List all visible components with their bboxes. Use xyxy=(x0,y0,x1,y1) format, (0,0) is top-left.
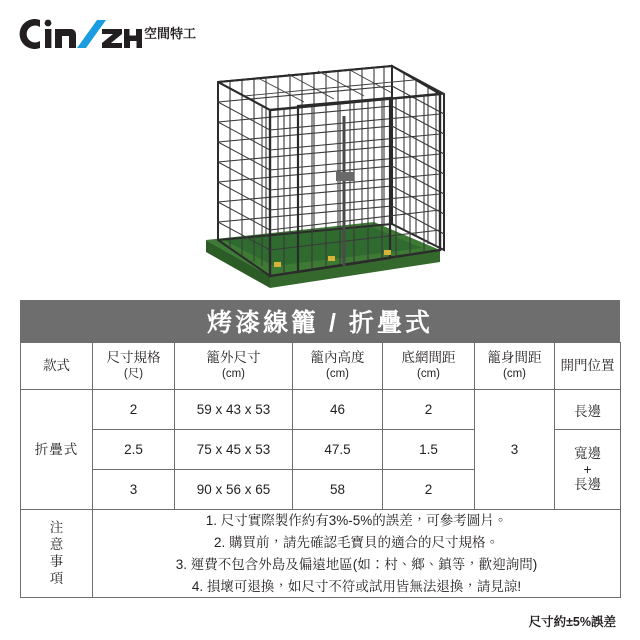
notes-row xyxy=(21,510,621,598)
header-inner-height: 籠內高度 (cm) xyxy=(293,343,383,390)
cell-inner-height: 58 xyxy=(293,470,383,510)
header-style: 款式 xyxy=(21,343,93,390)
note-item: 1. 尺寸實際製作約有3%-5%的誤差，可參考圖片。 xyxy=(205,513,508,528)
cage-clip-icon xyxy=(274,262,281,267)
notes-body xyxy=(93,510,621,598)
page-title: 烤漆線籠 / 折疊式 xyxy=(207,309,433,337)
product-photo xyxy=(0,46,640,296)
brand-chinese-name xyxy=(144,27,196,40)
cell-bottom-gap: 2 xyxy=(383,390,475,430)
cell-outer-size: 59 x 43 x 53 xyxy=(175,390,293,430)
row-style-label: 折疊式 xyxy=(21,390,93,510)
header-bottom-gap: 底網間距 (cm) xyxy=(383,343,475,390)
notes-label: 注 意 事 項 xyxy=(21,510,93,598)
cell-inner-height: 46 xyxy=(293,390,383,430)
tolerance-note: 尺寸約±5%誤差 xyxy=(528,615,616,629)
spec-table xyxy=(20,342,621,598)
header-outer-size: 籠外尺寸 (cm) xyxy=(175,343,293,390)
cell-size: 2.5 xyxy=(93,430,175,470)
cell-outer-size: 90 x 56 x 65 xyxy=(175,470,293,510)
header-door-position: 開門位置 xyxy=(555,343,621,390)
cage-clip-icon xyxy=(328,256,335,261)
header-body-gap: 籠身間距 (cm) xyxy=(475,343,555,390)
table-row xyxy=(21,390,621,430)
table-header-row xyxy=(21,343,621,390)
cell-door-position-merged: 寬邊 + 長邊 xyxy=(555,430,621,510)
header-size-spec: 尺寸規格 (尺) xyxy=(93,343,175,390)
cell-body-gap-merged: 3 xyxy=(475,390,555,510)
cell-size: 2 xyxy=(93,390,175,430)
cage-latch-handle-icon xyxy=(336,172,354,181)
folding-wire-cage-icon xyxy=(178,54,468,294)
section-title-bar xyxy=(20,300,620,342)
cell-bottom-gap: 1.5 xyxy=(383,430,475,470)
cell-size: 3 xyxy=(93,470,175,510)
cage-clip-icon xyxy=(384,250,391,255)
cell-inner-height: 47.5 xyxy=(293,430,383,470)
cell-door-position: 長邊 xyxy=(555,390,621,430)
note-item: 4. 損壞可退換，如尺寸不符或試用皆無法退換，請見諒! xyxy=(191,578,522,594)
note-item: 2. 購買前，請先確認毛寶貝的適合的尺寸規格。 xyxy=(213,534,499,550)
cell-outer-size: 75 x 45 x 53 xyxy=(175,430,293,470)
cell-bottom-gap: 2 xyxy=(383,470,475,510)
brand-chinese-text: 空間特工 xyxy=(144,26,197,42)
note-item: 3. 運費不包含外島及偏遠地區(如：村、鄉、鎮等，歡迎詢問) xyxy=(175,556,538,572)
dog-cage-illustration xyxy=(178,54,468,294)
